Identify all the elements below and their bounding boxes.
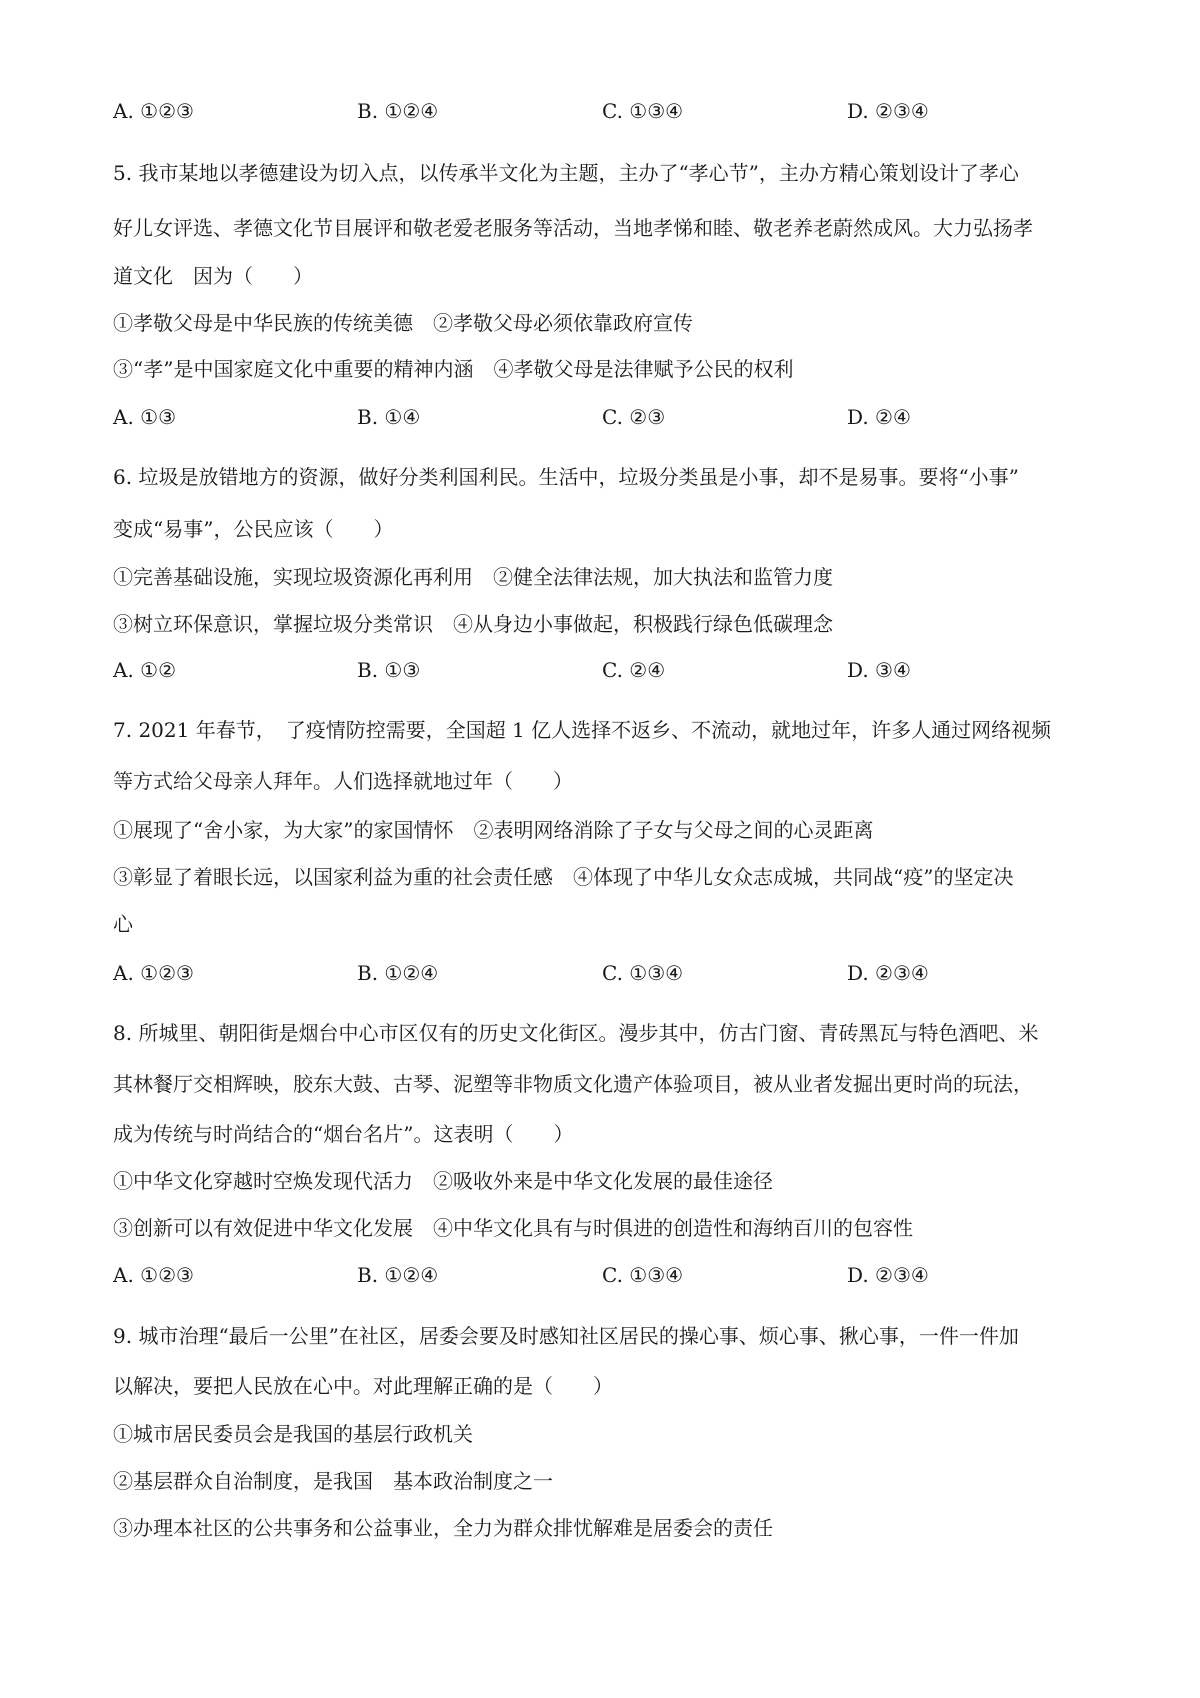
q6-statement-2: ③树立环保意识，掌握垃圾分类常识 ④从身边小事做起，积极践行绿色低碳理念 — [113, 612, 833, 636]
q8-stem-line-2: 其林餐厅交相辉映，胶东大鼓、古琴、泥塑等非物质文化遗产体验项目，被从业者发掘出更时尚的玩法， — [113, 1072, 1033, 1096]
q6-statement-1: ①完善基础设施，实现垃圾资源化再利用 ②健全法律法规，加大执法和监管力度 — [113, 565, 833, 589]
q5-stem-line-1: 5. 我市某地以孝德建设为切入点，以传承半文化为主题，主办了“孝心节”，主办方精心策划设计了孝心 — [113, 161, 1019, 185]
q4-option-a[interactable]: A. ①②③ — [113, 99, 194, 123]
q4-option-b[interactable]: B. ①②④ — [357, 99, 439, 123]
q8-statement-1: ①中华文化穿越时空焕发现代活力 ②吸收外来是中华文化发展的最佳途径 — [113, 1169, 773, 1193]
q8-stem-line-1: 8. 所城里、朝阳街是烟台中心市区仅有的历史文化街区。漫步其中，仿古门窗、青砖黑瓦与特色酒吧、米 — [113, 1021, 1039, 1045]
q9-statement-3: ③办理本社区的公共事务和公益事业，全力为群众排忧解难是居委会的责任 — [113, 1516, 773, 1540]
q7-option-b[interactable]: B. ①②④ — [357, 961, 439, 985]
q9-statement-1: ①城市居民委员会是我国的基层行政机关 — [113, 1422, 473, 1446]
q7-stem-line-2: 等方式给父母亲人拜年。人们选择就地过年（ ） — [113, 769, 573, 793]
q4-option-c[interactable]: C. ①③④ — [602, 99, 684, 123]
q8-statement-2: ③创新可以有效促进中华文化发展 ④中华文化具有与时俱进的创造性和海纳百川的包容性 — [113, 1216, 913, 1240]
q8-option-b[interactable]: B. ①②④ — [357, 1263, 439, 1287]
q6-stem-line-2: 变成“易事”，公民应该（ ） — [113, 517, 394, 541]
q5-option-d[interactable]: D. ②④ — [847, 405, 911, 429]
q4-option-d[interactable]: D. ②③④ — [847, 99, 929, 123]
q6-stem-line-1: 6. 垃圾是放错地方的资源，做好分类利国利民。生活中，垃圾分类虽是小事，却不是易事。要将“小事” — [113, 465, 1019, 489]
q5-option-c[interactable]: C. ②③ — [602, 405, 666, 429]
q4-options — [113, 97, 1113, 125]
q5-option-b[interactable]: B. ①④ — [357, 405, 421, 429]
q6-option-c[interactable]: C. ②④ — [602, 658, 666, 682]
q7-statement-2: ③彰显了着眼长远，以国家利益为重的社会责任感 ④体现了中华儿女众志成城，共同战“疫”的坚定决 — [113, 865, 1014, 889]
q5-option-a[interactable]: A. ①③ — [113, 405, 177, 429]
q8-stem-line-3: 成为传统与时尚结合的“烟台名片”。这表明（ ） — [113, 1122, 574, 1146]
q7-option-c[interactable]: C. ①③④ — [602, 961, 684, 985]
q6-option-a[interactable]: A. ①② — [113, 658, 177, 682]
q5-statement-1: ①孝敬父母是中华民族的传统美德 ②孝敬父母必须依靠政府宣传 — [113, 311, 693, 335]
q7-options — [113, 959, 1113, 987]
q6-options — [113, 656, 1113, 684]
q9-statement-2: ②基层群众自治制度，是我国 基本政治制度之一 — [113, 1469, 553, 1493]
q5-options — [113, 403, 1113, 431]
q8-option-c[interactable]: C. ①③④ — [602, 1263, 684, 1287]
q6-option-d[interactable]: D. ③④ — [847, 658, 911, 682]
q8-option-d[interactable]: D. ②③④ — [847, 1263, 929, 1287]
q7-option-d[interactable]: D. ②③④ — [847, 961, 929, 985]
q9-stem-line-1: 9. 城市治理“最后一公里”在社区，居委会要及时感知社区居民的操心事、烦心事、揪心事，一件一件加 — [113, 1324, 1019, 1348]
q7-statement-2-cont: 心 — [113, 912, 133, 936]
q9-stem-line-2: 以解决，要把人民放在心中。对此理解正确的是（ ） — [113, 1374, 613, 1398]
q7-option-a[interactable]: A. ①②③ — [113, 961, 194, 985]
q5-stem-line-2: 好儿女评选、孝德文化节目展评和敬老爱老服务等活动，当地孝悌和睦、敬老养老蔚然成风。大力弘扬孝 — [113, 216, 1033, 240]
q7-statement-1: ①展现了“舍小家，为大家”的家国情怀 ②表明网络消除了子女与父母之间的心灵距离 — [113, 818, 874, 842]
q8-option-a[interactable]: A. ①②③ — [113, 1263, 194, 1287]
q5-stem-line-3: 道文化 因为（ ） — [113, 264, 313, 288]
q8-options — [113, 1261, 1113, 1289]
q5-statement-2: ③“孝”是中国家庭文化中重要的精神内涵 ④孝敬父母是法律赋予公民的权利 — [113, 357, 794, 381]
q7-stem-line-1: 7. 2021 年春节， 了疫情防控需要，全国超 1 亿人选择不返乡、不流动，就地过年，许多人通过网络视频 — [113, 718, 1052, 742]
q6-option-b[interactable]: B. ①③ — [357, 658, 421, 682]
